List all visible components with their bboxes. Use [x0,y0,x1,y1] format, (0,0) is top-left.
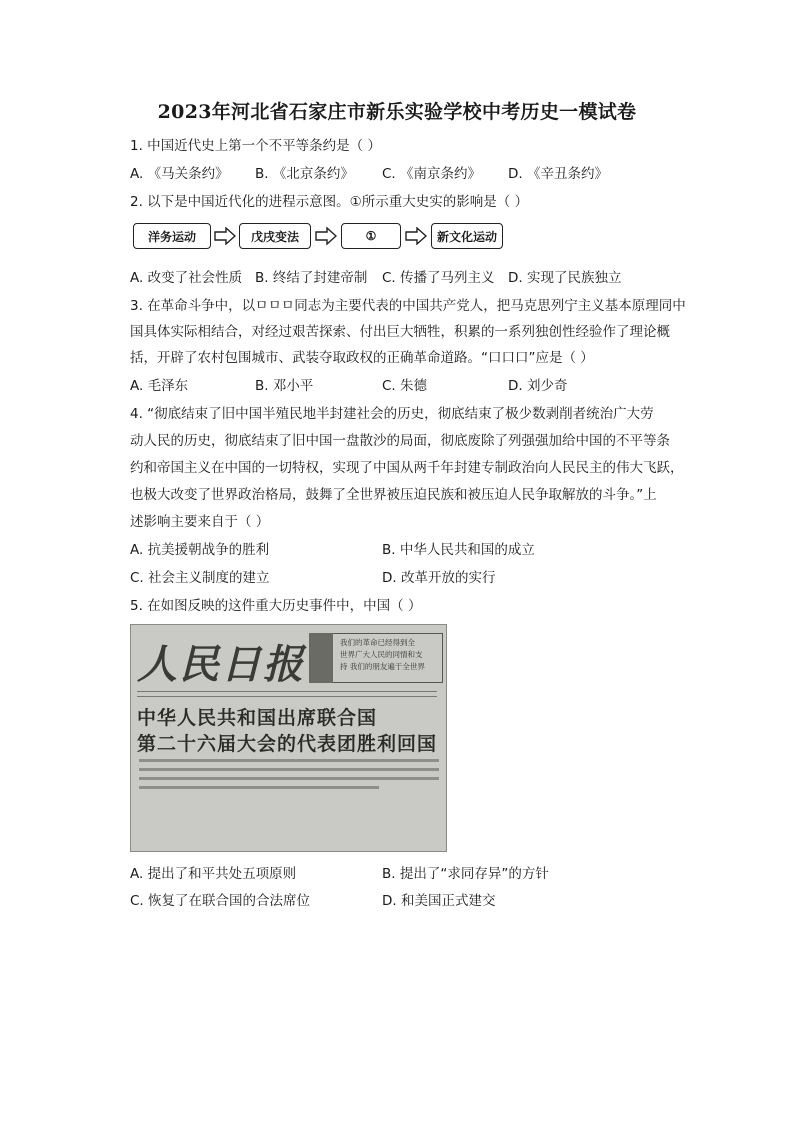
q2-option-d: D. 实现了民族独立 [508,270,622,286]
q4-option-d: D. 改革开放的实行 [382,570,496,586]
q1-option-c: C. 《南京条约》 [382,166,482,182]
q4-option-c: C. 社会主义制度的建立 [130,570,270,586]
quote-line: 世界广大人民的同情和支 [340,650,423,659]
newspaper-image [130,624,447,852]
newspaper-headline-2: 第二十六届大会的代表团胜利回国 [137,733,438,755]
flow-box-new-culture: 新文化运动 [431,223,503,249]
q2-option-c: C. 传播了马列主义 [382,270,495,286]
q3-option-b: B. 邓小平 [255,378,314,394]
flow-box-reform: 戊戌变法 [239,223,311,249]
q4-line-4: 也极大改变了世界政治格局，鼓舞了全世界被压迫民族和被压迫人民争取解放的斗争。”上 [130,487,657,503]
flow-arrow-icon [315,227,337,245]
newspaper-headline-1: 中华人民共和国出席联合国 [137,707,378,729]
flow-box-westernization: 洋务运动 [133,223,211,249]
q5-option-a: A. 提出了和平共处五项原则 [130,866,297,882]
q1-option-d: D. 《辛丑条约》 [508,166,608,182]
q1-option-a: A. 《马关条约》 [130,166,229,182]
newspaper-body-text [139,759,439,795]
q4-line-5: 述影响主要来自于（ ） [130,514,270,530]
q5-option-b: B. 提出了“求同存异”的方针 [382,866,549,882]
q3-line-3: 括，开辟了农村包围城市、武装夺取政权的正确革命道路。“口口口”应是（ ） [130,350,594,366]
q2-option-a: A. 改变了社会性质 [130,270,243,286]
q5-stem: 5. 在如图反映的这件重大历史事件中，中国（ ） [130,598,422,614]
q4-option-b: B. 中华人民共和国的成立 [382,542,535,558]
page-title: 2023年河北省石家庄市新乐实验学校中考历史一模试卷 [157,101,637,123]
flow-arrow-icon [405,227,427,245]
newspaper-quotation-badge [309,633,333,683]
modernization-flow-diagram [133,223,513,253]
quote-line: 持 我们的朋友遍于全世界 [340,662,425,671]
q3-option-a: A. 毛泽东 [130,378,189,394]
q4-line-2: 动人民的历史，彻底结束了旧中国一盘散沙的局面，彻底废除了列强强加给中国的不平等条 [130,433,670,449]
q3-line-2: 国具体实际相结合，对经过艰苦探索、付出巨大牺牲，积累的一系列独创性经验作了理论概 [130,324,670,340]
newspaper-masthead: 人民日报 [137,641,305,688]
q3-line-1: 3. 在革命斗争中，以ㅁㅁㅁ同志为主要代表的中国共产党人，把马克思列宁主义基本原理同中 [130,298,686,314]
q4-option-a: A. 抗美援朝战争的胜利 [130,542,270,558]
q2-stem: 2. 以下是中国近代化的进程示意图。①所示重大史实的影响是（ ） [130,194,529,210]
q1-option-b: B. 《北京条约》 [255,166,354,182]
quote-line: 我们的革命已经得到全 [340,638,415,647]
flow-box-unknown: ① [341,223,401,249]
q5-option-d: D. 和美国正式建交 [382,893,496,909]
q5-option-c: C. 恢复了在联合国的合法席位 [130,893,311,909]
newspaper-dateline [137,691,437,697]
q3-option-d: D. 刘少奇 [508,378,568,394]
q3-option-c: C. 朱德 [382,378,428,394]
q4-line-1: 4. “彻底结束了旧中国半殖民地半封建社会的历史，彻底结束了极少数剥削者统治广大劳 [130,406,654,422]
q4-line-3: 约和帝国主义在中国的一切特权，实现了中国从两千年封建专制政治向人民民主的伟大飞跃， [130,460,684,476]
q2-option-b: B. 终结了封建帝制 [255,270,368,286]
q1-stem: 1. 中国近代史上第一个不平等条约是（ ） [130,138,381,154]
flow-arrow-icon [214,227,236,245]
